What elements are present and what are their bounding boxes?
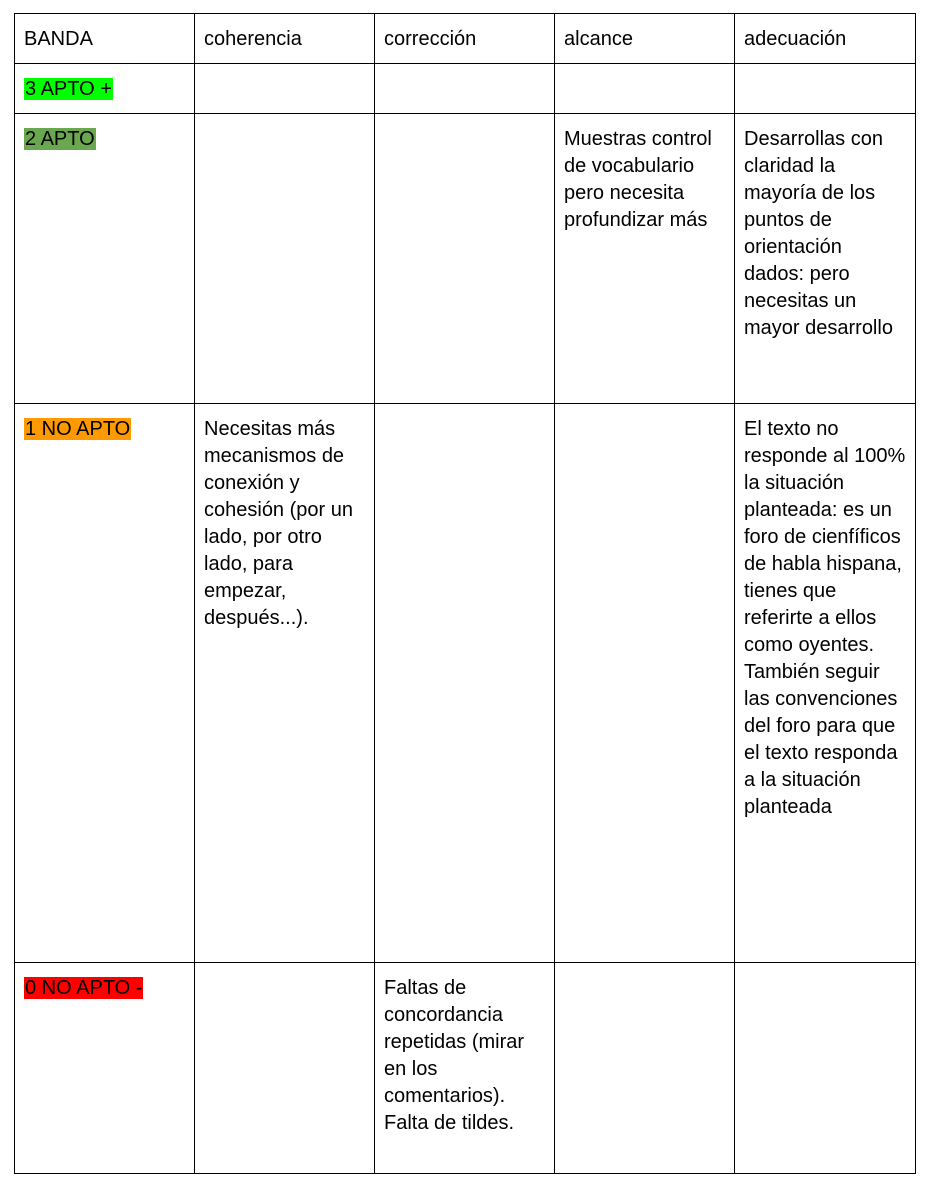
correccion-cell[interactable]: [375, 963, 555, 1174]
header-banda[interactable]: [15, 14, 195, 64]
band-cell[interactable]: [15, 114, 195, 404]
adecuacion-cell[interactable]: [735, 64, 916, 114]
header-alcance[interactable]: [555, 14, 735, 64]
header-adecuacion-label: adecuación: [744, 28, 847, 50]
coherencia-cell[interactable]: [195, 963, 375, 1174]
table-row-band-2: [15, 114, 916, 404]
correccion-cell[interactable]: [375, 64, 555, 114]
header-correccion-label: corrección: [384, 28, 477, 50]
adecuacion-text: Desarrollas con claridad la mayoría de los puntos de orientación dados: pero necesitas un mayor desarrollo: [744, 128, 893, 339]
adecuacion-cell[interactable]: [735, 963, 916, 1174]
header-row: [15, 14, 916, 64]
table-row-band-1: [15, 404, 916, 963]
alcance-cell[interactable]: [555, 114, 735, 404]
correccion-cell[interactable]: [375, 114, 555, 404]
band-cell[interactable]: [15, 64, 195, 114]
rubric-table: [14, 13, 916, 1174]
header-coherencia[interactable]: [195, 14, 375, 64]
header-banda-label: BANDA: [24, 28, 93, 50]
band-label-3: 3 APTO +: [25, 78, 112, 100]
band-label-1: 1 NO APTO: [25, 418, 131, 440]
correccion-text: Faltas de concordancia repetidas (mirar en los comentarios). Falta de tildes.: [384, 977, 525, 1134]
coherencia-cell[interactable]: [195, 64, 375, 114]
band-label-2: 2 APTO: [25, 128, 95, 150]
band-label-0: 0 NO APTO -: [25, 977, 143, 999]
table-row-band-3: [15, 64, 916, 114]
coherencia-cell[interactable]: [195, 114, 375, 404]
adecuacion-cell[interactable]: [735, 114, 916, 404]
alcance-text: Muestras control de vocabulario pero necesita profundizar más: [564, 128, 712, 231]
coherencia-text: Necesitas más mecanismos de conexión y cohesión (por un lado, por otro lado, para empezar, después...).: [204, 418, 353, 629]
correccion-cell[interactable]: [375, 404, 555, 963]
header-alcance-label: alcance: [564, 28, 633, 50]
header-correccion[interactable]: [375, 14, 555, 64]
alcance-cell[interactable]: [555, 64, 735, 114]
band-cell[interactable]: [15, 963, 195, 1174]
alcance-cell[interactable]: [555, 404, 735, 963]
table-row-band-0: [15, 963, 916, 1174]
band-cell[interactable]: [15, 404, 195, 963]
adecuacion-text: El texto no responde al 100% la situación planteada: es un foro de cienfíficos de habla hispana, tienes que referirte a ellos como oyentes. También seguir las convenciones del foro para que el texto responda a la situación planteada: [744, 418, 906, 818]
header-adecuacion[interactable]: [735, 14, 916, 64]
adecuacion-cell[interactable]: [735, 404, 916, 963]
coherencia-cell[interactable]: [195, 404, 375, 963]
alcance-cell[interactable]: [555, 963, 735, 1174]
header-coherencia-label: coherencia: [204, 28, 302, 50]
